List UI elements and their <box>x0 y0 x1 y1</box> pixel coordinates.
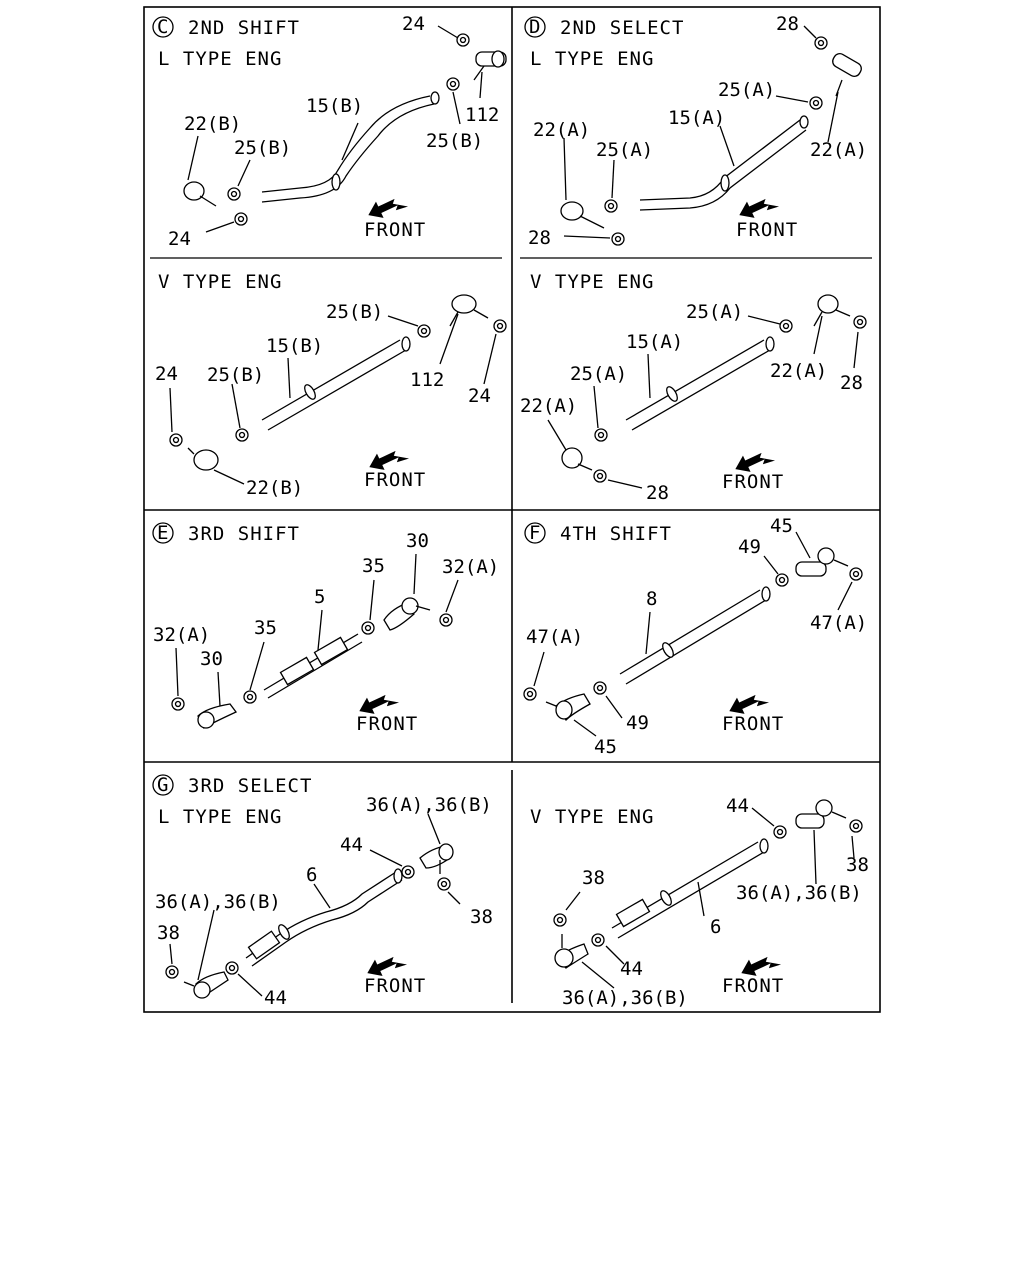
panel-d-l-label-22a-right: 22(A) <box>810 139 868 161</box>
panel-c-l-nut-24-bottom <box>235 213 247 225</box>
panel-e-rod-end-30-right <box>384 598 430 630</box>
panel-c-l-nut-24-top <box>457 34 469 46</box>
panel-c-l-nut-25b-left <box>228 188 240 200</box>
panel-d-l-nut-25a-right <box>810 97 822 109</box>
panel-c-2nd-shift <box>153 13 506 499</box>
panel-g-l-nut-44-top <box>402 866 414 878</box>
panel-g-l-label-44-top: 44 <box>340 834 363 856</box>
panel-f-label-45-bottom: 45 <box>594 736 617 758</box>
panel-c-marker: C <box>157 16 169 38</box>
panel-c-l-ball-joint-112 <box>474 51 506 80</box>
panel-e-label-30-left: 30 <box>200 648 223 670</box>
panel-e-3rd-shift <box>153 522 499 735</box>
panel-c-v-front: FRONT <box>364 469 427 491</box>
panel-g-l-subtitle: L TYPE ENG <box>158 806 283 828</box>
panel-c-v-nut-25b-left <box>236 429 248 441</box>
panel-g-l-label-36-top: 36(A),36(B) <box>366 794 492 816</box>
panel-c-v-subtitle: V TYPE ENG <box>158 271 283 293</box>
panel-e-label-35-left: 35 <box>254 617 277 639</box>
panel-d-l-label-28-bottom: 28 <box>528 227 551 249</box>
panel-d-l-label-28-top: 28 <box>776 13 799 35</box>
panel-d-l-label-22a-left: 22(A) <box>533 119 591 141</box>
panel-g-v-nut-38-left <box>554 914 566 926</box>
panel-d-l-nut-28-bottom <box>612 233 624 245</box>
panel-f-label-47a-left: 47(A) <box>526 626 584 648</box>
panel-d-l-front: FRONT <box>736 219 799 241</box>
panel-g-v-nut-38-right <box>850 820 862 832</box>
panel-e-front: FRONT <box>356 713 419 735</box>
panel-e-label-35-top: 35 <box>362 555 385 577</box>
panel-g-l-label-38-right: 38 <box>470 906 493 928</box>
panel-d-v-label-15a: 15(A) <box>626 331 684 353</box>
panel-g-title: 3RD SELECT <box>188 775 313 797</box>
panel-d-v-nut-28-bottom <box>594 470 606 482</box>
panel-c-l-label-112: 112 <box>465 104 500 126</box>
panel-g-l-front: FRONT <box>364 975 427 997</box>
panel-d-l-subtitle: L TYPE ENG <box>530 48 655 70</box>
panel-d-l-label-25a-right: 25(A) <box>718 79 776 101</box>
panel-e-title: 3RD SHIFT <box>188 523 300 545</box>
panel-f-rod-8 <box>620 587 770 684</box>
panel-d-v-ball-joint-22a-left <box>562 448 592 470</box>
panel-f-nut-49-bottom <box>594 682 606 694</box>
panel-e-nut-35-left <box>244 691 256 703</box>
panel-e-nut-32a-right <box>440 614 452 626</box>
panel-d-l-rod-15a <box>640 116 808 210</box>
panel-g-v-label-6: 6 <box>710 916 722 938</box>
panel-d-v-front: FRONT <box>722 471 785 493</box>
panel-c-title: 2ND SHIFT <box>188 17 300 39</box>
panel-c-v-ball-joint-22b <box>188 448 218 470</box>
panel-f-4th-shift <box>524 515 867 758</box>
panel-c-l-label-25b-left: 25(B) <box>234 137 292 159</box>
panel-g-l-nut-38-left <box>166 966 178 978</box>
panel-g-l-rod-end-36-left <box>184 972 228 998</box>
panel-c-v-label-24-left: 24 <box>155 363 178 385</box>
panel-c-l-label-22b: 22(B) <box>184 113 242 135</box>
panel-f-label-49-bottom: 49 <box>626 712 649 734</box>
panel-g-marker: G <box>157 774 169 796</box>
panel-g-v-label-38-right: 38 <box>846 854 869 876</box>
panel-g-v-label-44-top: 44 <box>726 795 749 817</box>
panel-f-rod-end-45-right <box>796 548 848 576</box>
panel-e-rod-end-30-left <box>198 704 236 728</box>
panel-c-v-label-25b-top: 25(B) <box>326 301 384 323</box>
panel-d-v-nut-25a-mid <box>595 429 607 441</box>
panel-g-v-subtitle: V TYPE ENG <box>530 806 655 828</box>
panel-g-v-nut-44-top <box>774 826 786 838</box>
panel-d-v-nut-28-right <box>854 316 866 328</box>
panel-c-v-label-24-right: 24 <box>468 385 491 407</box>
panel-e-label-5: 5 <box>314 586 326 608</box>
panel-d-v-subtitle: V TYPE ENG <box>530 271 655 293</box>
panel-f-label-45-top: 45 <box>770 515 793 537</box>
panel-g-l-nut-44-bottom <box>226 962 238 974</box>
panel-d-v-label-25a-top: 25(A) <box>686 301 744 323</box>
panel-f-title: 4TH SHIFT <box>560 523 672 545</box>
panel-c-l-nut-25b-right <box>447 78 459 90</box>
panel-d-l-nut-28-top <box>815 37 827 49</box>
panel-g-l-label-38-left: 38 <box>157 922 180 944</box>
panel-c-l-label-25b-right: 25(B) <box>426 130 484 152</box>
panel-g-v-label-38-left: 38 <box>582 867 605 889</box>
panel-g-l-rod-6 <box>246 869 402 966</box>
panel-d-v-label-22a-left: 22(A) <box>520 395 578 417</box>
panel-g-l-label-36-left: 36(A),36(B) <box>155 891 281 913</box>
panel-c-v-label-15b: 15(B) <box>266 335 324 357</box>
panel-e-label-30-top: 30 <box>406 530 429 552</box>
panel-c-l-front: FRONT <box>364 219 427 241</box>
panel-c-v-nut-25b-top <box>418 325 430 337</box>
panel-g-v-nut-44-bottom <box>592 934 604 946</box>
panel-e-label-32a-left: 32(A) <box>153 624 211 646</box>
panel-d-v-ball-joint-22a-right <box>814 295 850 326</box>
panel-d-v-nut-25a-top <box>780 320 792 332</box>
panel-c-l-subtitle: L TYPE ENG <box>158 48 283 70</box>
panel-d-v-label-25a-mid: 25(A) <box>570 363 628 385</box>
panel-e-marker: E <box>157 522 169 544</box>
panel-e-rod-5 <box>264 634 362 698</box>
panel-f-nut-47a-right <box>850 568 862 580</box>
panel-d-l-nut-25a-left <box>605 200 617 212</box>
panel-f-front: FRONT <box>722 713 785 735</box>
panel-g-v-label-36-right: 36(A),36(B) <box>736 882 862 904</box>
panel-f-nut-49-top <box>776 574 788 586</box>
panel-f-rod-end-45-left <box>546 694 590 720</box>
panel-c-l-label-24-bottom: 24 <box>168 228 191 250</box>
panel-g-v-label-36-bottom: 36(A),36(B) <box>562 987 688 1009</box>
panel-f-nut-47a-left <box>524 688 536 700</box>
panel-d-marker: D <box>529 16 541 38</box>
panel-e-nut-35-top <box>362 622 374 634</box>
panel-c-v-label-25b-left: 25(B) <box>207 364 265 386</box>
panel-d-v-label-22a-right: 22(A) <box>770 360 828 382</box>
panel-c-l-label-15b: 15(B) <box>306 95 364 117</box>
panel-d-title: 2ND SELECT <box>560 17 685 39</box>
panel-g-l-label-44-bottom: 44 <box>264 987 287 1009</box>
panel-f-label-49-top: 49 <box>738 536 761 558</box>
panel-g-v-ball-joint-36-right <box>796 800 846 828</box>
panel-g-l-label-6: 6 <box>306 864 318 886</box>
panel-g-v-front: FRONT <box>722 975 785 997</box>
panel-f-label-8: 8 <box>646 588 658 610</box>
panel-d-v-label-28-right: 28 <box>840 372 863 394</box>
panel-c-v-label-22b: 22(B) <box>246 477 304 499</box>
panel-d-l-label-15a: 15(A) <box>668 107 726 129</box>
panel-g-3rd-select <box>153 774 869 1009</box>
panel-e-label-32a-right: 32(A) <box>442 556 500 578</box>
panel-g-l-rod-end-36-right <box>420 844 453 874</box>
panel-d-l-ball-joint-22a-right <box>831 51 864 96</box>
panel-c-l-ball-joint-22b <box>184 182 216 206</box>
panel-g-v-label-44-bottom: 44 <box>620 958 643 980</box>
panel-c-v-label-112: 112 <box>410 369 445 391</box>
panel-c-l-label-24-top: 24 <box>402 13 425 35</box>
panel-g-l-nut-38-right <box>438 878 450 890</box>
panel-e-nut-32a-left <box>172 698 184 710</box>
panel-d-l-label-25a-left: 25(A) <box>596 139 654 161</box>
panel-f-marker: F <box>529 522 541 544</box>
panel-d-l-ball-joint-22a-left <box>561 202 604 228</box>
panel-d-v-label-28-bottom: 28 <box>646 482 669 504</box>
panel-c-v-nut-24-left <box>170 434 182 446</box>
panel-c-v-nut-24-right <box>494 320 506 332</box>
panel-f-label-47a-right: 47(A) <box>810 612 868 634</box>
